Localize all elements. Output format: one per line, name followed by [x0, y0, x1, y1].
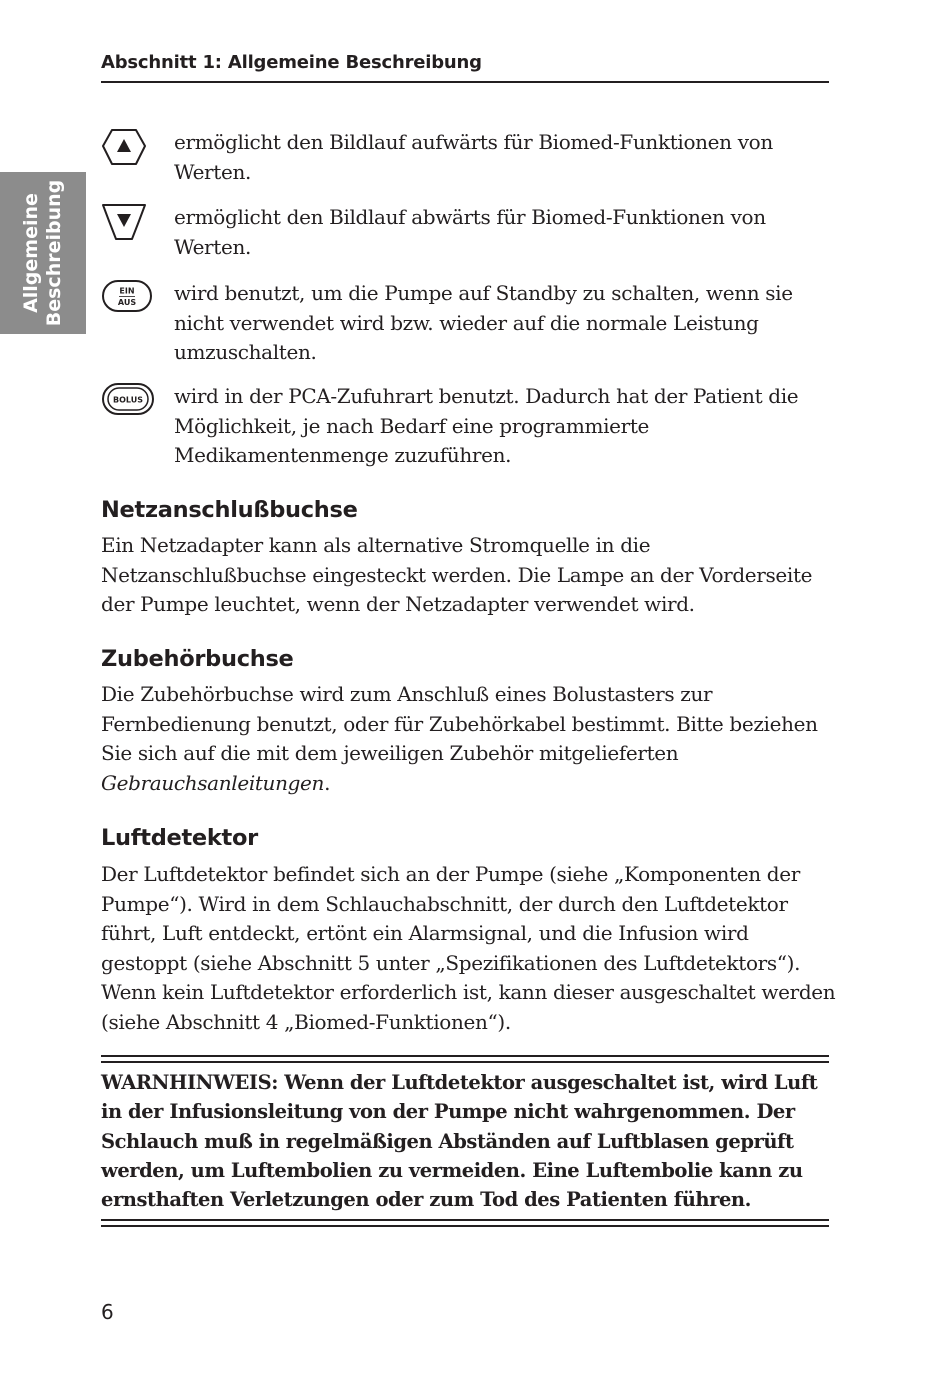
warning-top-rule-2: [101, 1061, 829, 1063]
bolus-label: BOLUS: [113, 395, 143, 405]
key-bolus-text: wird in der PCA-Zufuhrart benutzt. Dadurch hat der Patient die Möglichkeit, je nach Bedarf eine programmierte Medikamentenmenge zuzuführen.: [174, 384, 799, 467]
arrow-up-key-icon: [101, 128, 147, 166]
heading-netzanschlussbuchse: Netzanschlußbuchse: [101, 497, 358, 523]
key-up-text: ermöglicht den Bildlauf aufwärts für Biomed-Funktionen von Werten.: [174, 130, 773, 184]
heading-luftdetektor: Luftdetektor: [101, 825, 258, 851]
warning-bottom-rule-2: [101, 1225, 829, 1227]
warning-top-rule-1: [101, 1055, 829, 1057]
paragraph-netzanschlussbuchse: Ein Netzadapter kann als alternative Stromquelle in die Netzanschlußbuchse eingesteckt werden. Die Lampe an der Vorderseite der Pumpe leuchtet, wenn der Netzadapter verwendet wird.: [101, 533, 813, 616]
ein-aus-key-icon: [101, 279, 153, 313]
header-divider: [101, 81, 829, 83]
warning-bottom-rule-1: [101, 1219, 829, 1221]
key-down-text: ermöglicht den Bildlauf abwärts für Biomed-Funktionen von Werten.: [174, 205, 766, 259]
warning-text: WARNHINWEIS: Wenn der Luftdetektor ausgeschaltet ist, wird Luft in der Infusionsleitung von der Pumpe nicht wahrgenommen. Der Schlauch muß in regelmäßigen Abständen auf Luftblasen geprüft werden, um Luftembolien zu vermeiden. Eine Luftembolie kann zu ernsthaften Verletzungen oder zum Tod des Patienten führen.: [101, 1071, 818, 1212]
section-side-tab: [0, 172, 86, 334]
key-ein-aus-text: wird benutzt, um die Pumpe auf Standby zu schalten, wenn sie nicht verwendet wird bzw. wieder auf die normale Leistung umzuschalten.: [174, 281, 793, 364]
italic-gebrauchsanleitungen: Gebrauchsanleitungen: [101, 770, 325, 795]
aus-label: AUS: [117, 298, 137, 307]
page-header-title: Abschnitt 1: Allgemeine Beschreibung: [101, 52, 482, 73]
ein-label: EIN: [119, 286, 135, 296]
bolus-key-icon: [101, 382, 155, 416]
side-tab-label: Allgemeine Beschreibung: [20, 179, 65, 327]
heading-zubehoerbuchse: Zubehörbuchse: [101, 646, 294, 672]
arrow-down-key-icon: [101, 203, 147, 241]
paragraph-zubehoerbuchse: Die Zubehörbuchse wird zum Anschluß eines Bolustasters zur Fernbedienung benutzt, oder für Zubehörkabel bestimmt. Bitte beziehen Sie sich auf die mit dem jeweiligen Zubehör mitgelieferten Gebrauchsanleitungen.: [101, 682, 818, 795]
paragraph-luftdetektor: Der Luftdetektor befindet sich an der Pumpe (siehe „Komponenten der Pumpe“). Wird in dem Schlauchabschnitt, der durch den Luftdetektor führt, Luft entdeckt, ertönt ein Alarmsignal, und die Infusion wird gestoppt (siehe Abschnitt 5 unter „Spezifikationen des Luftdetektors“). Wenn kein Luftdetektor erforderlich ist, kann dieser ausgeschaltet werden (siehe Abschnitt 4 „Biomed-Funktionen“).: [101, 862, 836, 1034]
page-number: 6: [101, 1300, 114, 1324]
